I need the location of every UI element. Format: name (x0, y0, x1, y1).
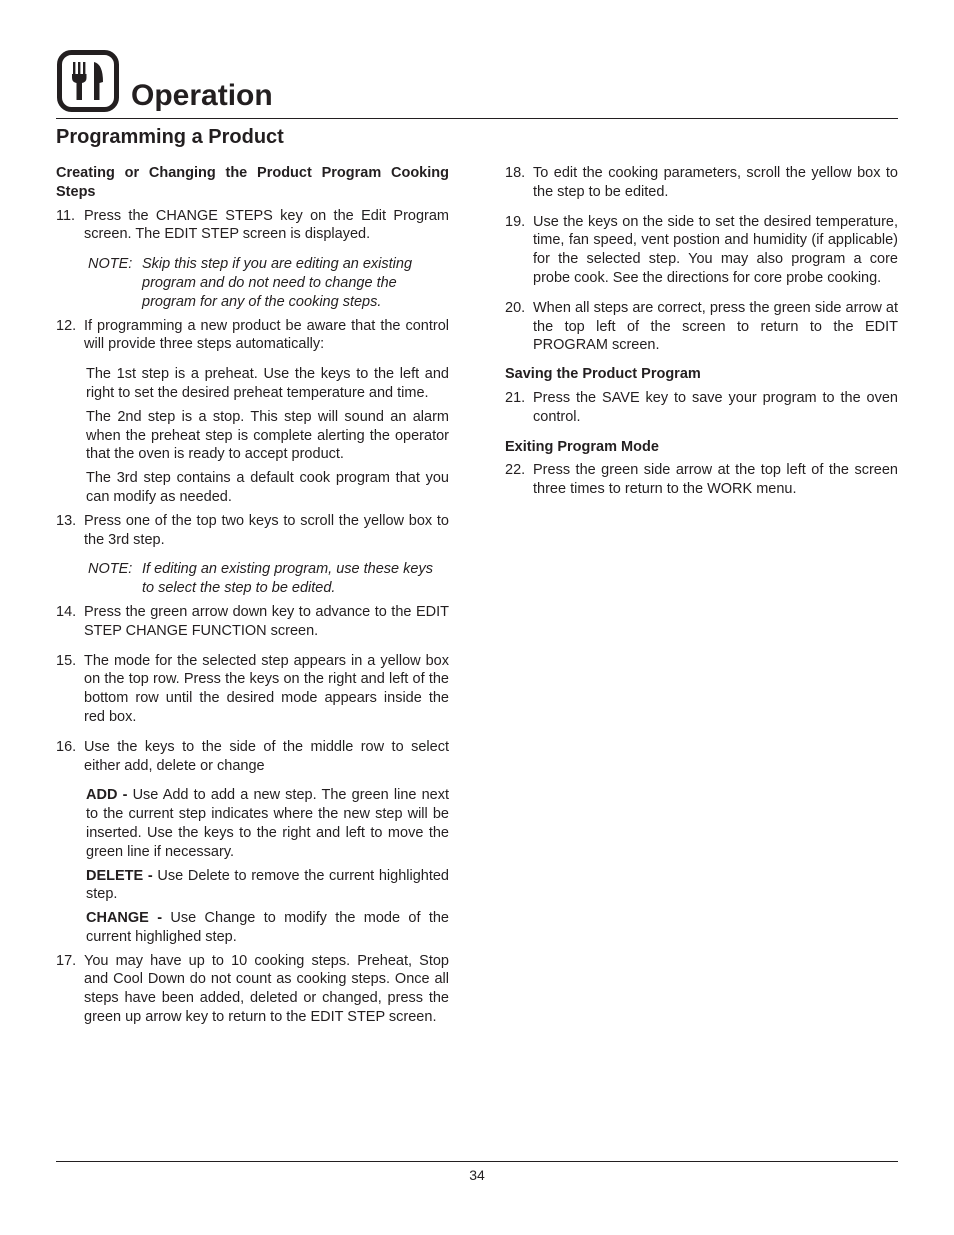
step-11 (56, 207, 449, 245)
step-text: If programming a new product be aware that the control will provide three steps automatically: (84, 317, 449, 353)
paragraph-preheat: The 1st step is a preheat. Use the keys to the left and right to set the desired preheat temperature and time. (86, 366, 449, 401)
subhead-saving: Saving the Product Program (505, 366, 701, 383)
step-20 (505, 299, 898, 355)
step-text: Press the SAVE key to save your program to the oven control. (533, 389, 898, 425)
step-16 (56, 738, 449, 776)
step-14 (56, 603, 449, 641)
step-number: 17. (56, 952, 77, 969)
step-12 (56, 317, 449, 355)
step-number: 22. (505, 462, 526, 479)
step-text: The mode for the selected step appears in a yellow box on the top row. Press the keys on the right and left of the bottom row until the desired mode appears inside the red box. (84, 652, 449, 725)
subhead-creating-steps: Creating or Changing the Product Program Cooking Steps (56, 165, 449, 200)
footer-divider (56, 1161, 898, 1162)
step-number: 16. (56, 738, 77, 755)
label-delete: DELETE - (86, 867, 153, 884)
step-22 (505, 461, 898, 499)
subhead-exiting: Exiting Program Mode (505, 438, 659, 455)
page-number: 34 (469, 1167, 485, 1183)
note-skip (88, 255, 449, 311)
step-text: Press the green side arrow at the top left of the screen three times to return to the WORK menu. (533, 462, 898, 498)
step-number: 11. (56, 207, 76, 224)
left-column (56, 164, 449, 1027)
text-delete: Use Delete to remove the current highlighted step. (86, 867, 449, 903)
step-text: You may have up to 10 cooking steps. Preheat, Stop and Cool Down do not count as cooking steps. Once all steps have been added, deleted or changed, press the green up arrow key to return to the EDIT STEP screen. (84, 952, 449, 1026)
step-15 (56, 652, 449, 727)
step-text: Use the keys to the side of the middle row to select either add, delete or change (84, 738, 449, 774)
paragraph-default-cook: The 3rd step contains a default cook program that you can modify as needed. (86, 470, 449, 505)
page-title: Operation (131, 79, 273, 112)
step-19 (505, 213, 898, 288)
paragraph-delete (86, 867, 449, 905)
step-number: 21. (505, 389, 526, 406)
step-text: Press one of the top two keys to scroll the yellow box to the 3rd step. (84, 512, 449, 548)
step-number: 13. (56, 512, 77, 529)
note-text: Skip this step if you are editing an existing program and do not need to change the program for any of the cooking steps. (142, 256, 413, 310)
step-number: 18. (505, 165, 526, 181)
step-text: Press the CHANGE STEPS key on the Edit Program screen. The EDIT STEP screen is displayed. (84, 207, 449, 243)
paragraph-add (86, 786, 449, 861)
fork-knife-icon (57, 50, 119, 112)
step-text: Press the green arrow down key to advance to the EDIT STEP CHANGE FUNCTION screen. (84, 603, 449, 639)
paragraph-stop: The 2nd step is a stop. This step will sound an alarm when the preheat step is complete alerting the operator that the oven is ready to accept product. (86, 408, 449, 463)
step-text: When all steps are correct, press the green side arrow at the top left of the screen to return to the EDIT PROGRAM screen. (533, 299, 898, 354)
header-divider (56, 118, 898, 119)
step-number: 20. (505, 299, 526, 316)
step-number: 15. (56, 652, 77, 669)
label-change: CHANGE - (86, 910, 163, 927)
step-text: Use the keys on the side to set the desired temperature, time, fan speed, vent postion and humidity (if applicable) for the selected step. You may also program a core probe cook. See the directions for core probe cooking. (533, 213, 898, 286)
note-label: NOTE: (88, 561, 133, 578)
step-21 (505, 389, 898, 427)
step-17 (56, 952, 449, 1027)
text-change: Use Change to modify the mode of the current highlighed step. (86, 910, 449, 945)
paragraph-change (86, 909, 449, 947)
step-number: 14. (56, 603, 77, 620)
label-add: ADD - (86, 787, 128, 804)
text-add: Use Add to add a new step. The green line next to the current step indicates where the new step will be inserted. Use the keys to the right and left to move the green line if necessary. (86, 787, 450, 860)
step-number: 19. (505, 213, 526, 230)
section-title: Programming a Product (56, 126, 284, 148)
step-number: 12. (56, 317, 77, 334)
right-column (505, 164, 898, 499)
step-13 (56, 512, 449, 550)
note-label: NOTE: (88, 256, 133, 273)
step-18 (505, 164, 898, 202)
note-text: If editing an existing program, use these keys to select the step to be edited. (142, 561, 433, 597)
note-editing (88, 560, 449, 598)
step-text: To edit the cooking parameters, scroll the yellow box to the step to be edited. (533, 165, 898, 200)
